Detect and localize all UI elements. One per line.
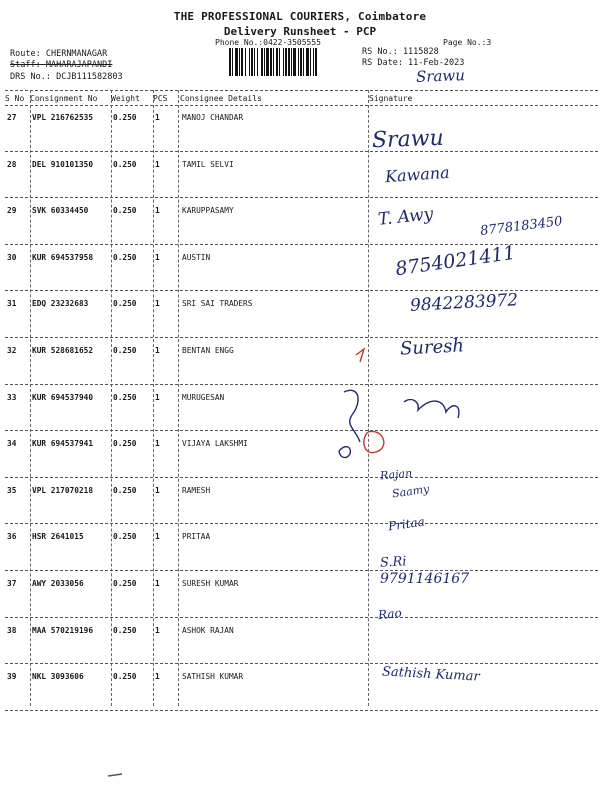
recipient-signature: Pritaa [387, 514, 426, 534]
serial-number: 31 [7, 299, 17, 309]
drs-value: DCJB111582803 [56, 72, 123, 82]
column-header: Consignment No [30, 94, 98, 103]
weight-value: 0.250 [113, 672, 137, 682]
consignment-number: VPL 216762535 [32, 113, 94, 122]
consignment-number: EDQ 23232683 [32, 299, 89, 309]
consignee-name: AUSTIN [182, 252, 211, 262]
pieces-count: 1 [155, 439, 160, 449]
pieces-count: 1 [155, 625, 160, 635]
recipient-signature: Sathish Kumar [381, 664, 481, 685]
consignment-number: MAA 570219196 [32, 625, 94, 635]
recipient-signature: Kawana [384, 162, 451, 187]
weight-value: 0.250 [113, 113, 137, 122]
consignment-number: AWY 2033056 [32, 579, 84, 588]
column-header: Signature [369, 94, 413, 103]
pieces-count: 1 [155, 346, 160, 355]
pieces-count: 1 [155, 159, 160, 169]
recipient-signature: Rao [377, 605, 403, 623]
serial-number: 35 [7, 485, 17, 495]
route-label: Route: [10, 49, 41, 59]
serial-number: 38 [7, 625, 17, 635]
consignee-name: RAMESH [182, 485, 211, 495]
runsheet-title: Delivery Runsheet - PCP [223, 25, 377, 38]
recipient-signature: Srawu [371, 125, 445, 154]
consignee-name: MANOJ CHANDAR [182, 113, 244, 122]
consignment-number: KUR 528681652 [32, 346, 94, 355]
consignee-name: MURUGESAN [182, 392, 225, 402]
serial-number: 36 [7, 532, 17, 542]
consignee-name: PRITAA [182, 532, 211, 542]
recipient-signature: S.Ri [379, 554, 407, 571]
rs-number: RS No.: 1115828 [362, 47, 439, 57]
weight-value: 0.250 [113, 159, 137, 169]
consignee-name: SURESH KUMAR [182, 579, 239, 588]
serial-number: 28 [7, 159, 17, 169]
recipient-signature-note: Saamy [391, 482, 431, 501]
weight-value: 0.250 [113, 625, 137, 635]
column-header: S No [5, 94, 25, 103]
serial-number: 30 [7, 252, 17, 262]
serial-number: 27 [7, 113, 17, 122]
serial-number: 32 [7, 346, 17, 355]
consignment-number: HSR 2641015 [32, 532, 84, 542]
weight-value: 0.250 [113, 346, 137, 355]
pieces-count: 1 [155, 206, 160, 216]
consignee-name: ASHOK RAJAN [182, 625, 234, 635]
pieces-count: 1 [155, 532, 160, 542]
serial-number: 33 [7, 392, 17, 402]
pieces-count: 1 [155, 113, 160, 122]
weight-value: 0.250 [113, 252, 137, 262]
recipient-signature: Rajan [379, 466, 413, 483]
weight-value: 0.250 [113, 532, 137, 542]
consignment-number: KUR 694537958 [32, 252, 94, 262]
drs-label: DRS No.: [10, 72, 51, 82]
weight-value: 0.250 [113, 392, 137, 402]
weight-value: 0.250 [113, 439, 137, 449]
pieces-count: 1 [155, 299, 160, 309]
column-header: Weight [111, 94, 140, 103]
consignee-name: KARUPPASAMY [182, 206, 234, 216]
pieces-count: 1 [155, 672, 160, 682]
pieces-count: 1 [155, 485, 160, 495]
pieces-count: 1 [155, 252, 160, 262]
staff-value: MAHARAJAPANDI [45, 60, 113, 70]
weight-value: 0.250 [113, 299, 137, 309]
rs-date: RS Date: 11-Feb-2023 [362, 58, 465, 68]
column-header: PCS [153, 94, 168, 103]
serial-number: 39 [7, 672, 17, 682]
phone-number: Phone No.:0422-3505555 [215, 38, 321, 47]
recipient-signature: 9842283972 [409, 290, 519, 316]
weight-value: 0.250 [113, 485, 137, 495]
consignee-name: VIJAYA LAKSHMI [182, 439, 248, 449]
consignee-name: SATHISH KUMAR [182, 672, 244, 682]
page-number: Page No.:3 [443, 38, 492, 47]
consignment-number: VPL 217070218 [32, 485, 94, 495]
consignment-number: DEL 910101350 [32, 159, 94, 169]
consignee-name: TAMIL SELVI [182, 159, 234, 169]
consignee-name: SRI SAI TRADERS [182, 299, 253, 309]
consignment-number: SVK 60334450 [32, 206, 89, 216]
header-signature: Srawu [415, 66, 466, 86]
consignment-number: NKL 3093606 [32, 672, 84, 682]
recipient-signature-note: 9791146167 [380, 571, 470, 587]
column-header: Consignee Details [180, 94, 262, 103]
pieces-count: 1 [155, 579, 160, 588]
company-title: THE PROFESSIONAL COURIERS, Coimbatore [173, 10, 427, 23]
staff-label: Staff: [10, 60, 41, 70]
route-value: CHERNMANAGAR [45, 49, 108, 59]
recipient-signature: T. Awy [377, 204, 435, 230]
weight-value: 0.250 [113, 579, 137, 588]
consignment-number: KUR 694537940 [32, 392, 94, 402]
recipient-signature-note: 8778183450 [479, 214, 564, 239]
weight-value: 0.250 [113, 206, 137, 216]
recipient-signature: Suresh [399, 335, 465, 360]
consignee-name: BENTAN ENGG [182, 346, 234, 355]
serial-number: 29 [7, 206, 17, 216]
serial-number: 37 [7, 579, 17, 588]
consignment-number: KUR 694537941 [32, 439, 94, 449]
pieces-count: 1 [155, 392, 160, 402]
recipient-signature: 8754021411 [394, 241, 517, 281]
serial-number: 34 [7, 439, 17, 449]
